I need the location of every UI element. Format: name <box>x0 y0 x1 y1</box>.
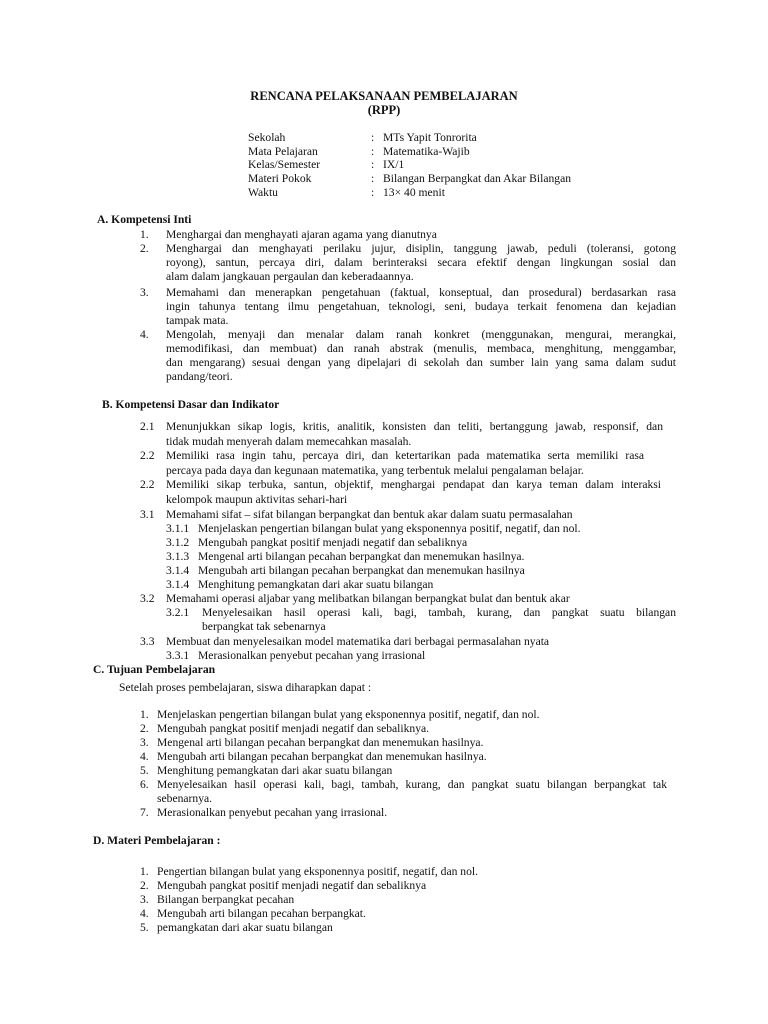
identity-label: Sekolah <box>248 131 286 144</box>
list-item-line: Mengubah pangkat positif menjadi negatif dan sebaliknya. <box>157 722 430 735</box>
identity-label: Waktu <box>248 186 278 199</box>
identity-label: Kelas/Semester <box>248 158 321 171</box>
list-item-line: Menjelaskan pengertian bilangan bulat yang eksponennya positif, negatif, dan nol. <box>157 708 540 721</box>
identity-separator: : <box>371 172 375 185</box>
list-item-line: Menyelesaikan hasil operasi kali, bagi, tambah, kurang, dan pangkat suatu bilangan <box>202 606 676 619</box>
list-item-line: Mengubah pangkat positif menjadi negatif dan sebaliknya <box>198 536 468 549</box>
list-number: 4. <box>140 907 149 920</box>
list-number: 1. <box>140 228 149 241</box>
document-title: RENCANA PELAKSANAAN PEMBELAJARAN <box>250 89 518 103</box>
list-number: 4. <box>140 750 149 763</box>
list-item-line: Mengubah arti bilangan pecahan berpangkat. <box>157 907 366 920</box>
list-number: 2. <box>140 879 149 892</box>
list-item-line: Mengolah, menyaji dan menalar dalam ranah konkret (menggunakan, mengurai, merangkai, <box>166 328 676 341</box>
identity-label: Materi Pokok <box>248 172 312 185</box>
list-item-line: Menghitung pemangkatan dari akar suatu bilangan <box>157 764 393 777</box>
list-number: 2.2 <box>140 478 155 491</box>
identity-value: 13× 40 menit <box>383 186 445 199</box>
list-item-line: percaya pada daya dan kegunaan matematika, yang terbentuk melalui pengalaman belajar. <box>166 464 584 477</box>
list-item-line: memodifikasi, dan membuat) dan ranah abstrak (menulis, membaca, menghitung, menggambar, <box>166 342 676 355</box>
section-c-intro: Setelah proses pembelajaran, siswa diharapkan dapat : <box>119 681 372 694</box>
list-item: Menghargai dan menghayati ajaran agama yang dianutnya <box>166 228 437 241</box>
list-number: 3.1.4 <box>166 578 190 591</box>
list-item-line: pandang/teori. <box>166 370 233 383</box>
list-item-line: tidak mudah menyerah dalam memecahkan masalah. <box>166 435 412 448</box>
list-item-line: Mengubah arti bilangan pecahan berpangkat dan menemukan hasilnya. <box>157 750 487 763</box>
list-item-line: Memahami dan menerapkan pengetahuan (faktual, konseptual, dan prosedural) berdasarkan rasa <box>166 286 676 299</box>
list-number: 3.1 <box>140 508 155 521</box>
identity-separator: : <box>371 186 375 199</box>
list-item-line: Merasionalkan penyebut pecahan yang irrasional <box>198 649 426 662</box>
list-item-line: Pengertian bilangan bulat yang eksponennya positif, negatif, dan nol. <box>157 865 479 878</box>
list-item-line: Memahami sifat – sifat bilangan berpangkat dan bentuk akar dalam suatu permasalahan <box>166 508 573 521</box>
list-item-line: Bilangan berpangkat pecahan <box>157 893 295 906</box>
list-number: 1. <box>140 865 149 878</box>
list-item-line: dan mengarang) sesuai dengan yang dipelajari di sekolah dan sumber lain yang sama dalam sudut <box>166 356 676 369</box>
list-number: 3. <box>140 736 149 749</box>
list-number: 3.1.3 <box>166 550 190 563</box>
identity-separator: : <box>371 145 375 158</box>
list-number: 2. <box>140 722 149 735</box>
list-item-line: Memiliki sikap terbuka, santun, objektif, menghargai pendapat dan karya teman dalam interaksi <box>166 478 661 491</box>
list-item-line: Merasionalkan penyebut pecahan yang irrasional. <box>157 806 388 819</box>
list-number: 3.2.1 <box>166 606 190 619</box>
list-number: 6. <box>140 778 149 791</box>
list-number: 3.2 <box>140 592 155 605</box>
list-item-line: Menunjukkan sikap logis, kritis, analitik, konsisten dan teliti, bertanggung jawab, responsif, dan <box>166 420 663 433</box>
list-item-line: royong), santun, percaya diri, dalam berinteraksi secara efektif dengan lingkungan sosial dan <box>166 256 676 269</box>
list-number: 3.1.2 <box>166 536 190 549</box>
list-number: 3.1.1 <box>166 522 190 535</box>
identity-value: MTs Yapit Tonrorita <box>383 131 477 144</box>
list-item-line: sebenarnya. <box>157 792 213 805</box>
list-number: 2.1 <box>140 420 155 433</box>
list-item-line: kelompok maupun aktivitas sehari-hari <box>166 493 348 506</box>
list-item-line: tampak mata. <box>166 314 229 327</box>
list-item-line: alam dalam jangkauan pergaulan dan keberadaannya. <box>166 270 414 283</box>
list-item-line: berpangkat tak sebenarnya <box>202 620 326 633</box>
list-item-line: Mengubah pangkat positif menjadi negatif dan sebaliknya <box>157 879 427 892</box>
list-number: 7. <box>140 806 149 819</box>
list-number: 2. <box>140 242 149 255</box>
identity-separator: : <box>371 131 375 144</box>
list-item-line: ingin tahunya tentang ilmu pengetahuan, teknologi, seni, budaya terkait fenomena dan kejadian <box>166 300 676 313</box>
list-item-line: Mengubah arti bilangan pecahan berpangkat dan menemukan hasilnya <box>198 564 525 577</box>
list-item-line: Menghargai dan menghayati perilaku jujur, disiplin, tanggung jawab, peduli (toleransi, gotong <box>166 242 676 255</box>
list-number: 3. <box>140 286 149 299</box>
list-item-line: Mengenal arti bilangan pecahan berpangkat dan menemukan hasilnya. <box>157 736 484 749</box>
section-a-heading: A. Kompetensi Inti <box>97 213 192 226</box>
list-number: 5. <box>140 921 149 934</box>
list-number: 3. <box>140 893 149 906</box>
list-number: 3.3 <box>140 635 155 648</box>
list-number: 5. <box>140 764 149 777</box>
identity-value: Bilangan Berpangkat dan Akar Bilangan <box>383 172 572 185</box>
list-item-line: Menyelesaikan hasil operasi kali, bagi, tambah, kurang, dan pangkat suatu bilangan berpangkat tak <box>157 778 667 791</box>
section-b-heading: B. Kompetensi Dasar dan Indikator <box>102 398 280 411</box>
list-number: 4. <box>140 328 149 341</box>
list-item-line: Membuat dan menyelesaikan model matematika dari berbagai permasalahan nyata <box>166 635 550 648</box>
list-number: 3.1.4 <box>166 564 190 577</box>
identity-value: IX/1 <box>383 158 405 171</box>
section-d-heading: D. Materi Pembelajaran : <box>93 834 221 847</box>
list-item-line: pemangkatan dari akar suatu bilangan <box>157 921 333 934</box>
list-number: 2.2 <box>140 449 155 462</box>
identity-value: Matematika-Wajib <box>383 145 470 158</box>
section-c-heading: C. Tujuan Pembelajaran <box>93 663 216 676</box>
list-item-line: Menjelaskan pengertian bilangan bulat yang eksponennya positif, negatif, dan nol. <box>198 522 581 535</box>
list-item-line: Mengenal arti bilangan pecahan berpangkat dan menemukan hasilnya. <box>198 550 525 563</box>
document-subtitle: (RPP) <box>367 103 401 117</box>
list-item-line: Memiliki rasa ingin tahu, percaya diri, dan ketertarikan pada matematika serta memiliki rasa <box>166 449 644 462</box>
identity-separator: : <box>371 158 375 171</box>
list-item-line: Memahami operasi aljabar yang melibatkan bilangan berpangkat bulat dan bentuk akar <box>166 592 570 605</box>
list-number: 3.3.1 <box>166 649 190 662</box>
identity-label: Mata Pelajaran <box>248 145 318 158</box>
list-item-line: Menghitung pemangkatan dari akar suatu bilangan <box>198 578 434 591</box>
list-number: 1. <box>140 708 149 721</box>
